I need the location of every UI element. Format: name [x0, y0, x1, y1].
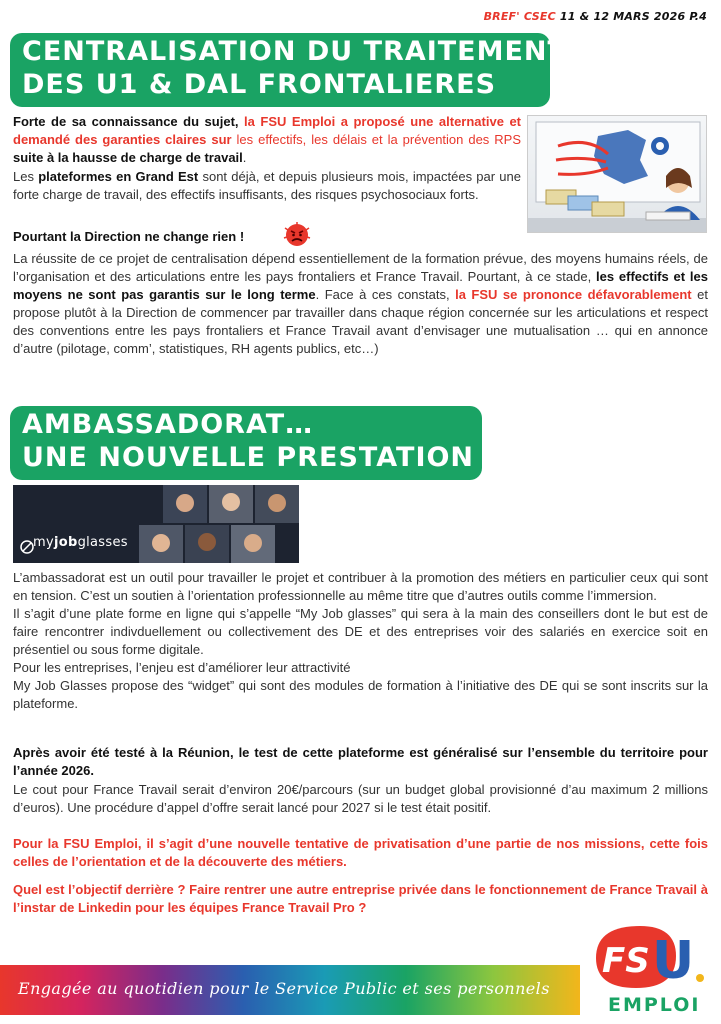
analysis-guarantees: les effectifs et les moyens ne sont pas garantis sur le long terme	[13, 269, 708, 302]
logo-job: job	[53, 535, 78, 550]
worker-illustration	[527, 115, 707, 233]
footer-slogan: Engagée au quotidien pour le Service Public et ses personnels	[18, 979, 550, 998]
angry-face-icon	[283, 222, 311, 248]
section1-direction-statement: Pourtant la Direction ne change rien !	[13, 229, 245, 244]
section1-platforms-paragraph	[13, 168, 521, 204]
intro-end: .	[242, 150, 247, 165]
intro-lead: Forte de sa connaissance du sujet,	[13, 114, 245, 129]
description-platform: Il s’agit d’une plate forme en ligne qui s’appelle “My Job glasses” qui sera à la main des conseillers dont le but est de faire rencontrer indivduellement ou collectivement des DE et des entreprises voir des salariés en exercice soit en présentiel ou sous forme digitale.	[13, 606, 708, 657]
section2-description	[13, 569, 708, 713]
section2-title-line2: UNE NOUVELLE PRESTATION ?	[22, 442, 502, 473]
description-ambassadorat: L’ambassadorat est un outil pour travailler le projet et contribuer à la promotion des métiers en particulier ceux qui sont en tension. C’est un soutien à l’orientation professionnelle au même titre que d’autres outils comme l’immersion.	[13, 570, 708, 603]
intro-reason: suite à la hausse de charge de travail	[13, 150, 243, 165]
section2-fsu-position: Pour la FSU Emploi, il s’agit d’une nouvelle tentative de privatisation d’une partie de nos missions, cette fois celles de l’orientation et de la découverte des métiers.	[13, 836, 708, 869]
description-widgets: My Job Glasses propose des “widget” qui sont des modules de formation à l’initiative des DE qui se sont inscrits sur la plateforme.	[13, 678, 708, 711]
section1-title-line2: DES U1 & DAL FRONTALIERES	[22, 69, 497, 100]
bulletin-date-page: 11 & 12 MARS 2026 P.4	[555, 10, 707, 23]
platforms-rest: sont déjà, et depuis plusieurs mois, impactées par une forte charge de travail, des effectifs insuffisants, des risques psychosociaux forts.	[13, 169, 521, 202]
section1-title-banner	[10, 33, 567, 107]
logo-fs-text: FS	[602, 941, 650, 981]
description-companies: Pour les entreprises, l’enjeu est d’améliorer leur attractivité	[13, 660, 351, 675]
analysis-part2: . Face à ces constats,	[315, 287, 456, 302]
platforms-lead: Les	[13, 169, 39, 184]
section1-analysis-paragraph	[13, 250, 708, 358]
analysis-part3: et propose plutôt à la Direction de commencer par travailler dans chaque région concernée sur les articulations et respect des conventions entre les pays frontaliers et France Travail avant d’envisager une mutualisation … qui en annonce d’autre (pilotage, comm’, statistiques, RH agents publics, etc…)	[13, 287, 708, 356]
myjobglasses-logo	[33, 535, 128, 550]
intro-topics: les effectifs, les délais et la prévention des RPS	[231, 132, 521, 147]
logo-my: my	[33, 535, 54, 550]
people-photo-grid	[13, 485, 299, 563]
platforms-grand-est: plateformes en Grand Est	[38, 169, 199, 184]
bulletin-name: BREF' CSEC	[483, 10, 556, 23]
section2-question: Quel est l’objectif derrière ? Faire rentrer une autre entreprise privée dans le fonctionnement de France Travail à l’instar de Linkedin pour les équipes France Travail Pro ?	[13, 882, 708, 915]
analysis-fsu-position: la FSU se prononce défavorablement	[455, 287, 692, 302]
section2-cost-paragraph: Le cout pour France Travail serait d’environ 20€/parcours (sur un budget global provisionné d’au maximum 2 millions d’euros). Une procédure d’appel d’offre serait lancé pour 2027 si le test était positif.	[13, 782, 708, 815]
section2-title-banner	[10, 406, 502, 480]
fsu-emploi-logo	[588, 922, 713, 1018]
section1-title-line1: CENTRALISATION DU TRAITEMENT	[22, 36, 567, 67]
footer-slogan-band	[0, 965, 580, 1015]
logo-emploi-text: EMPLOI	[608, 994, 701, 1016]
page-reference	[484, 10, 707, 23]
section1-intro-paragraph	[13, 113, 521, 167]
myjobglasses-banner	[13, 485, 299, 563]
intro-fsu-proposal: la FSU Emploi a proposé une alternative et demandé des garanties claires sur	[13, 114, 521, 147]
section2-test-statement: Après avoir été testé à la Réunion, le test de cette plateforme est généralisé sur l’ensemble du territoire pour l’année 2026.	[13, 745, 708, 778]
logo-u-text: U	[652, 931, 695, 991]
analysis-part1: La réussite de ce projet de centralisation dépend essentiellement de la formation prévue, des moyens humains réels, de l’organisation et des articulations entre les pays frontaliers et France Travail. Pourtant, à ce stade,	[13, 251, 708, 284]
section2-title-line1: AMBASSADORAT…	[22, 409, 314, 440]
logo-glasses: glasses	[77, 535, 128, 550]
fsu-logo-mark	[588, 922, 713, 994]
